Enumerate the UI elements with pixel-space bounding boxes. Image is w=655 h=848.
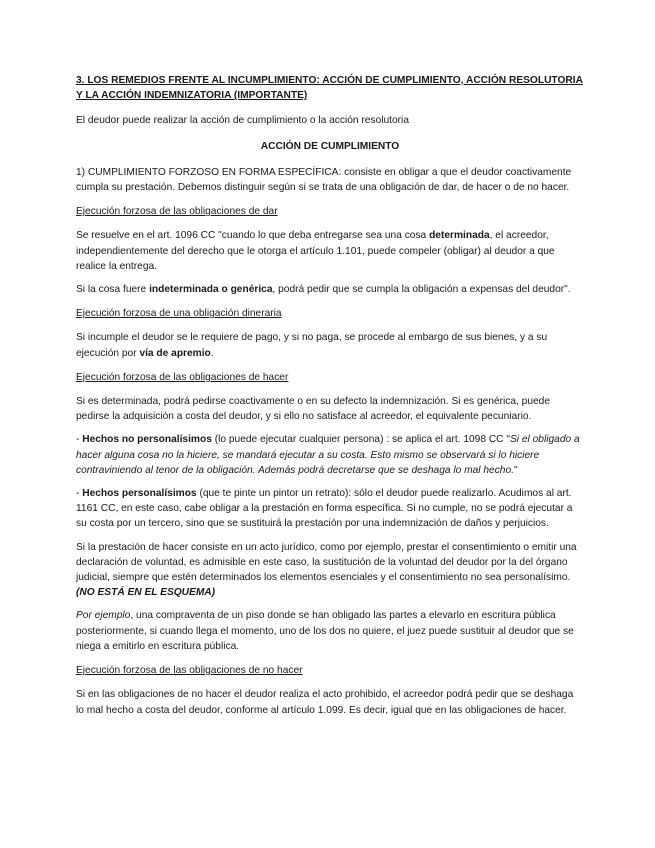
- paragraph-cumplimiento-forzoso: 1) CUMPLIMIENTO FORZOSO EN FORMA ESPECÍFICA: consiste en obligar a que el deudor coactivamente cumpla su prestación. Debemos distinguir según si se trata de una obligación de dar, de hacer o de no hacer.: [76, 166, 572, 194]
- text: , el acreedor, independientemente del derecho que le otorga el artículo 1.101, puede compeler (obligar) al deudor a que realice la entrega.: [76, 230, 555, 272]
- paragraph-dar-2: [76, 282, 584, 297]
- italic-text: Si el obligado a hacer alguna cosa no la hiciere, se mandará ejecutar a su costa. Esto mismo se observará si lo hiciere contraviniendo al tenor de la obligación. Además podrá decretarse que se deshaga lo mal hecho.: [76, 434, 580, 476]
- document-title: 3. LOS REMEDIOS FRENTE AL INCUMPLIMIENTO: ACCIÓN DE CUMPLIMIENTO, ACCIÓN RESOLUTORIA Y LA ACCIÓN INDEMNIZATORIA (IMPORTANTE): [76, 75, 583, 102]
- text: Si incumple el deudor se le requiere de pago, y si no paga, se procede al embargo de sus bienes, y a su ejecución por: [76, 332, 548, 359]
- italic-text: Por ejemplo: [76, 610, 131, 622]
- paragraph-dineraria: [76, 330, 584, 360]
- bold-text: determinada: [429, 230, 490, 242]
- paragraph-hechos-personalisimos: [76, 486, 584, 532]
- paragraph-hechos-no-personalisimos: [76, 432, 584, 478]
- subheading-obligacion-dineraria: Ejecución forzosa de una obligación dineraria: [76, 308, 282, 320]
- text: Se resuelve en el art. 1096 CC "cuando lo que deba entregarse sea una cosa: [76, 230, 430, 242]
- text: -: [76, 488, 83, 500]
- paragraph-ejemplo: [76, 608, 584, 654]
- text: , una compraventa de un piso donde se han obligado las partes a elevarlo en escritura pública posteriormente, si cuando llega el momento, uno de los dos no quiere, el juez puede sustituir al deudor que se niega a emitirlo en escritura pública.: [76, 610, 574, 652]
- text: (lo puede ejecutar cualquier persona) : se aplica el art. 1098 CC ": [211, 434, 510, 446]
- intro-paragraph: El deudor puede realizar la acción de cumplimiento o la acción resolutoria: [76, 115, 409, 127]
- paragraph-dar-1: [76, 228, 584, 274]
- paragraph-no-hacer: Si en las obligaciones de no hacer el deudor realiza el acto prohibido, el acreedor podrá pedir que se deshaga lo mal hecho a costa del deudor, conforme al artículo 1.099. Es decir, igual que en las obligaciones de hacer.: [76, 689, 574, 716]
- bold-italic-text: (NO ESTÁ EN EL ESQUEMA): [76, 587, 216, 599]
- subheading-obligaciones-dar: Ejecución forzosa de las obligaciones de dar: [76, 206, 278, 218]
- subheading-obligaciones-hacer: Ejecución forzosa de las obligaciones de hacer: [76, 371, 289, 383]
- text: Si la prestación de hacer consiste en un acto jurídico, como por ejemplo, prestar el consentimiento o emitir una declaración de voluntad, es admisible en este caso, la sustitución de la voluntad del deudor por la del órgano judicial, siempre que estén determinados los elementos esenciales y el consentimiento no sea personalísimo.: [76, 541, 577, 584]
- bold-text: Hechos personalísimos: [82, 488, 197, 500]
- bold-text: indeterminada o genérica: [149, 284, 273, 296]
- text: ": [513, 464, 518, 476]
- section-heading: ACCIÓN DE CUMPLIMIENTO: [260, 140, 400, 152]
- paragraph-acto-juridico: [76, 540, 584, 601]
- text: Si la cosa fuere: [76, 284, 150, 296]
- text: (que te pinte un pintor un retrato): sólo el deudor puede realizarlo. Acudimos al art. 1161 CC, en este caso, cabe obligar a la prestación en forma específica. Si no cumple, no se podrá ejecutar a su costa por un tercero, sino que se sustituirá la prestación por una indemnización de daños y perjuicios.: [76, 488, 573, 530]
- bold-text: vía de apremio: [139, 347, 211, 359]
- bold-text: Hechos no personalísimos: [82, 434, 212, 446]
- document-body: [76, 73, 584, 718]
- paragraph-hacer-1: Si es determinada, podrá pedirse coactivamente o en su defecto la indemnización. Si es genérica, puede pedirse la adquisición a costa del deudor, y si ello no satisface al acreedor, el equivalente pecuniario.: [76, 396, 551, 423]
- subheading-obligaciones-no-hacer: Ejecución forzosa de las obligaciones de no hacer: [76, 665, 303, 677]
- text: , podrá pedir que se cumpla la obligación a expensas del deudor".: [272, 284, 571, 296]
- text: -: [76, 434, 83, 446]
- text: .: [210, 347, 214, 359]
